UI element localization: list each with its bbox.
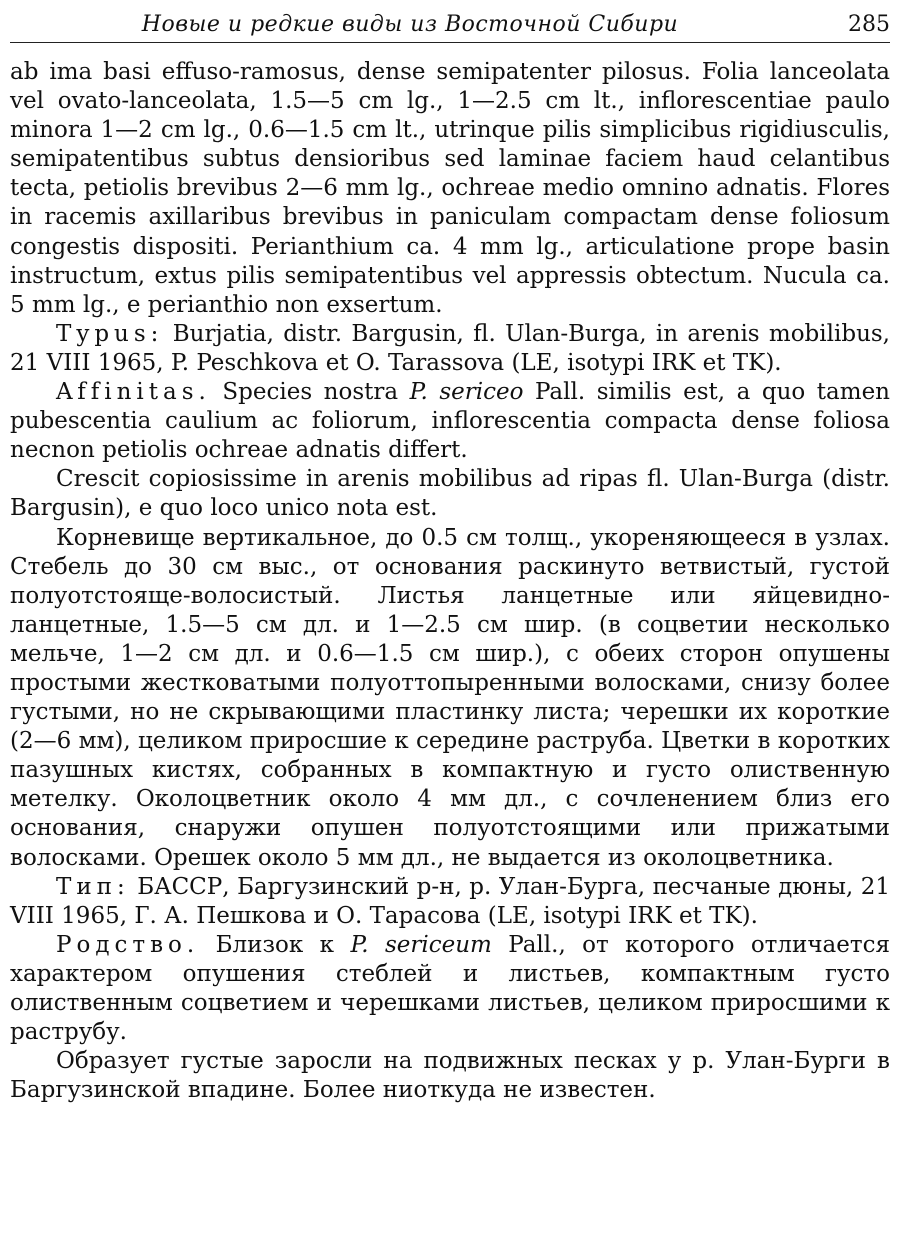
- rodstvo-species: P. sericeum: [350, 931, 492, 958]
- tip-label: Тип:: [56, 873, 130, 900]
- affinitas-text-1: Species nostra: [210, 379, 410, 406]
- affinitas-species: P. sericeo: [409, 379, 524, 406]
- rodstvo-text-2: Pall., от которого отличается характером опушения стеблей и листьев, компактным густо олиственным соцветием и черешками листьев, целиком приросшими к раструбу.: [10, 931, 890, 1046]
- russian-rodstvo-paragraph: [10, 931, 890, 1047]
- typus-label: Typus:: [56, 320, 164, 347]
- latin-affinitas-paragraph: [10, 378, 890, 465]
- page-header: [10, 8, 890, 43]
- latin-typus-paragraph: [10, 320, 890, 378]
- russian-tip-paragraph: [10, 873, 890, 931]
- latin-description: ab ima basi effuso-ramosus, dense semipatenter pilosus. Folia lanceolata vel ovato-lanceolata, 1.5—5 cm lg., 1—2.5 cm lt., inflorescentiae paulo minora 1—2 cm lg., 0.6—1.5 cm lt., utrinque pilis simplicibus rigidiusculis, semipatentibus subtus densioribus sed laminae faciem haud celantibus tecta, petiolis brevibus 2—6 mm lg., ochreae medio omnino adnatis. Flores in racemis axillaribus brevibus in paniculam compactam dense foliosum congestis dispositi. Perianthium ca. 4 mm lg., articulatione prope basin instructum, extus pilis semipatentibus vel appressis obtectum. Nucula ca. 5 mm lg., e perianthio non exsertum.: [10, 59, 890, 318]
- russian-description: Корневище вертикальное, до 0.5 см толщ., укореняющееся в узлах. Стебель до 30 см выс., от основания раскинуто ветвистый, густой полуотстояще-волосистый. Листья ланцетные или яйцевидно-ланцетные, 1.5—5 см дл. и 1—2.5 см шир. (в соцветии несколько мельче, 1—2 см дл. и 0.6—1.5 см шир.), с обеих сторон опушены простыми жестковатыми полуоттопыренными волосками, снизу более густыми, но не скрывающими пластинку листа; черешки их короткие (2—6 мм), целиком приросшие к середине раструба. Цветки в коротких пазушных кистях, собранных в компактную и густо олиственную метелку. Околоцветник около 4 мм дл., с сочленением близ его основания, снаружи опушен полуотстоящими или прижатыми волосками. Орешек около 5 мм дл., не выдается из околоцветника.: [10, 524, 890, 871]
- russian-obrazuet-paragraph: Образует густые заросли на подвижных песках у р. Улан-Бурги в Баргузинской впадине. Более ниоткуда не известен.: [10, 1048, 890, 1104]
- typus-text: Burjatia, distr. Bargusin, fl. Ulan-Burga, in arenis mobilibus, 21 VIII 1965, P. Peschkova et O. Tarassova (LE, isotypi IRK et TK).: [10, 320, 890, 376]
- body-text: [10, 58, 890, 1105]
- affinitas-label: Affinitas.: [56, 379, 211, 406]
- page-number: 285: [848, 12, 890, 37]
- affinitas-text-2: Pall. similis est, a quo tamen pubescentia caulium ac foliorum, inflorescentia compacta dense foliosa necnon petiolis ochreae adnatis differt.: [10, 379, 890, 464]
- tip-text: БАССР, Баргузинский р-н, р. Улан-Бурга, песчаные дюны, 21 VIII 1965, Г. А. Пешкова и О. Тарасова (LE, isotypi IRK et TK).: [10, 873, 890, 929]
- running-title: Новые и редкие виды из Восточной Сибири: [141, 12, 679, 37]
- latin-crescit-paragraph: Crescit copiosissime in arenis mobilibus ad ripas fl. Ulan-Burga (distr. Bargusin), e quo loco unico nota est.: [10, 466, 890, 522]
- rodstvo-label: Родство.: [56, 931, 200, 958]
- rodstvo-text-1: Близок к: [199, 931, 351, 958]
